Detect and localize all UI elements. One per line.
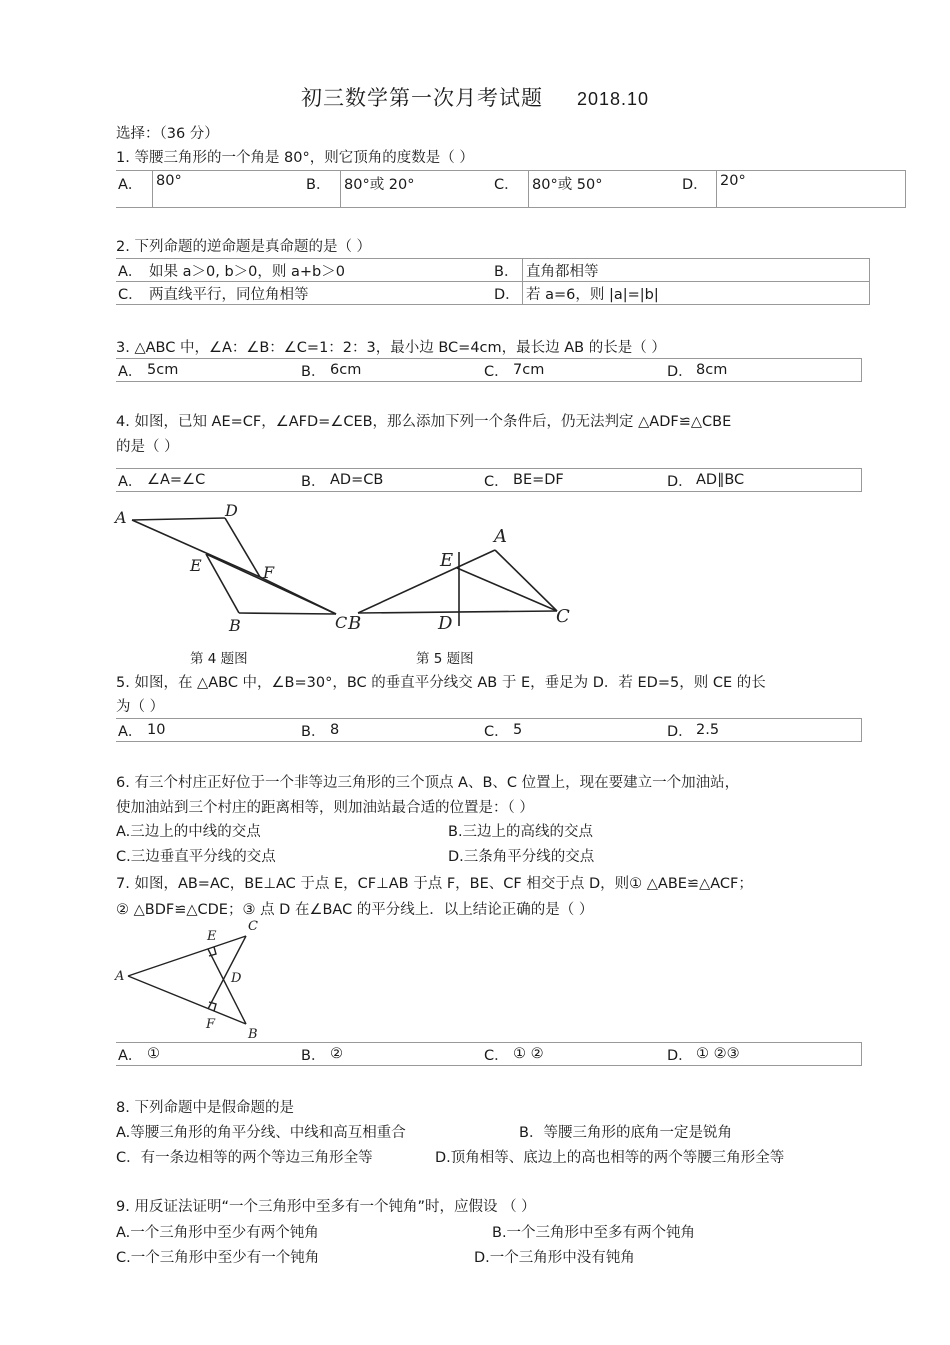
fig4-segment-df [225, 518, 260, 577]
q5-options [116, 718, 862, 742]
q1-option-c-label: C． [492, 171, 529, 208]
fig4-segment-ad [132, 518, 225, 520]
q4-option-b-label: B． [299, 469, 327, 492]
q2-option-a: 如果 a＞0, b＞0，则 a+b＞0 [146, 259, 492, 282]
q3-option-c-label: C． [482, 359, 510, 382]
fig5-caption: 第 5 题图 [416, 651, 474, 667]
q8-option-b: B．等腰三角形的底角一定是锐角 [519, 1125, 732, 1141]
q3-options [116, 358, 862, 382]
fig7-label-d: D [231, 971, 242, 986]
title-date: 2018.10 [576, 89, 650, 109]
title-text: 初三数学第一次月考试题 [300, 86, 543, 110]
figures-4-5 [110, 498, 590, 643]
q3-option-a-label: A． [116, 359, 144, 382]
fig5-segment-ba [358, 550, 495, 613]
q4-stem-line2: 的是（ ） [116, 439, 179, 455]
q7-option-c-label: C． [482, 1043, 510, 1066]
section-heading: 选择：（36 分） [116, 126, 219, 142]
q4-option-c: BE=DF [510, 469, 665, 492]
fig4-label-d: D [225, 501, 238, 520]
q8-stem: 8. 下列命题中是假命题的是 [116, 1100, 294, 1116]
q1-options [116, 170, 906, 208]
q6-option-a: A.三边上的中线的交点 [116, 824, 261, 840]
q7-stem-line2: ② △BDF≌△CDE；③ 点 D 在∠BAC 的平分线上．以上结论正确的是（ ） [116, 902, 594, 918]
q3-stem: 3. △ABC 中，∠A：∠B：∠C=1：2：3，最小边 BC=4cm，最长边 AB 的长是（ ） [116, 340, 666, 356]
q2-option-c: 两直线平行，同位角相等 [146, 282, 492, 305]
fig5-label-b: B [348, 613, 362, 634]
q1-option-d: 20° [717, 171, 906, 208]
fig7-label-e: E [207, 929, 217, 944]
fig5-segment-bc [358, 611, 557, 613]
q4-option-b: AD=CB [327, 469, 482, 492]
q6-stem-line2: 使加油站到三个村庄的距离相等，则加油站最合适的位置是：（ ） [116, 800, 534, 816]
q7-option-a: ① [144, 1043, 299, 1066]
q1-option-c: 80°或 50° [529, 171, 681, 208]
q2-stem: 2. 下列命题的逆命题是真命题的是（ ） [116, 239, 372, 255]
q5-option-c: 5 [510, 719, 665, 742]
q8-option-c: C．有一条边相等的两个等边三角形全等 [116, 1150, 373, 1166]
q1-option-a: 80° [153, 171, 305, 208]
q5-option-c-label: C． [482, 719, 510, 742]
q5-option-b: 8 [327, 719, 482, 742]
q6-option-d: D.三条角平分线的交点 [448, 849, 595, 865]
figure-7 [110, 914, 270, 1040]
q7-option-a-label: A． [116, 1043, 144, 1066]
q3-option-b: 6cm [327, 359, 482, 382]
q2-option-d-label: D． [492, 282, 523, 305]
q5-option-a-label: A． [116, 719, 144, 742]
q5-option-d: 2.5 [693, 719, 862, 742]
q2-option-c-label: C． [116, 282, 146, 305]
q1-option-b-label: B． [304, 171, 341, 208]
fig7-label-f: F [206, 1017, 216, 1032]
q7-option-d: ① ②③ [693, 1043, 862, 1066]
q3-option-a: 5cm [144, 359, 299, 382]
q9-option-d: D.一个三角形中没有钝角 [474, 1250, 635, 1266]
q1-option-a-label: A． [116, 171, 153, 208]
q2-option-a-label: A． [116, 259, 146, 282]
q3-option-d-label: D． [665, 359, 693, 382]
q7-option-b: ② [327, 1043, 482, 1066]
q5-option-a: 10 [144, 719, 299, 742]
q9-option-a: A.一个三角形中至少有两个钝角 [116, 1225, 319, 1241]
q7-option-b-label: B． [299, 1043, 327, 1066]
q8-option-a: A.等腰三角形的角平分线、中线和高互相重合 [116, 1125, 406, 1141]
fig4-label-a: A [115, 508, 127, 527]
q5-stem-line1: 5. 如图，在 △ABC 中，∠B=30°，BC 的垂直平分线交 AB 于 E，垂足为 D．若 ED=5，则 CE 的长 [116, 675, 766, 691]
q3-option-c: 7cm [510, 359, 665, 382]
q9-option-b: B.一个三角形中至多有两个钝角 [492, 1225, 696, 1241]
q6-option-c: C.三边垂直平分线的交点 [116, 849, 276, 865]
q4-option-c-label: C． [482, 469, 510, 492]
q5-stem-line2: 为（ ） [116, 699, 165, 715]
q1-option-d-label: D． [680, 171, 717, 208]
q7-option-c: ① ② [510, 1043, 665, 1066]
q3-option-b-label: B． [299, 359, 327, 382]
q5-option-d-label: D． [665, 719, 693, 742]
q4-options [116, 468, 862, 492]
q3-option-d: 8cm [693, 359, 862, 382]
fig5-segment-ac [495, 550, 557, 611]
q4-option-d-label: D． [665, 469, 693, 492]
fig7-segment-be [208, 949, 246, 1024]
fig4-segment-eb [206, 554, 239, 613]
fig7-label-c: C [248, 919, 258, 934]
q7-option-d-label: D． [665, 1043, 693, 1066]
fig4-label-b: B [229, 616, 241, 635]
fig7-label-b: B [248, 1027, 258, 1040]
q2-option-b: 直角都相等 [523, 259, 870, 282]
fig4-caption: 第 4 题图 [190, 651, 248, 667]
fig5-label-e: E [440, 550, 454, 571]
fig5-label-a: A [494, 526, 507, 547]
page-title [0, 82, 950, 112]
q8-option-d: D.顶角相等、底边上的高也相等的两个等腰三角形全等 [435, 1150, 785, 1166]
q6-stem-line1: 6. 有三个村庄正好位于一个非等边三角形的三个顶点 A、B、C 位置上，现在要建立一个加油站， [116, 775, 740, 791]
q1-option-b: 80°或 20° [341, 171, 493, 208]
fig5-label-c: C [556, 606, 570, 627]
fig5-segment-ec [457, 568, 557, 611]
q2-options [116, 258, 870, 305]
fig7-segment-ab [128, 976, 246, 1024]
q4-stem-line1: 4. 如图，已知 AE=CF，∠AFD=∠CEB，那么添加下列一个条件后，仍无法判定 △ADF≌△CBE [116, 414, 732, 430]
q4-option-a: ∠A=∠C [144, 469, 299, 492]
fig4-label-e: E [190, 556, 202, 575]
fig5-label-d: D [438, 613, 453, 634]
fig7-label-a: A [115, 969, 125, 984]
fig4-segment-bc [239, 613, 336, 614]
q7-stem-line1: 7. 如图，AB=AC，BE⊥AC 于点 E，CF⊥AB 于点 F，BE、CF 相交于点 D，则① △ABE≌△ACF； [116, 876, 753, 892]
q4-option-d: AD∥BC [693, 469, 862, 492]
q2-option-d: 若 a=6，则 |a|=|b| [523, 282, 870, 305]
q4-option-a-label: A． [116, 469, 144, 492]
q6-option-b: B.三边上的高线的交点 [448, 824, 594, 840]
q5-option-b-label: B． [299, 719, 327, 742]
fig4-label-f: F [263, 563, 275, 582]
q7-options [116, 1042, 862, 1066]
q9-stem: 9. 用反证法证明“一个三角形中至多有一个钝角”时，应假设 （ ） [116, 1199, 536, 1215]
q2-option-b-label: B． [492, 259, 523, 282]
fig4-label-c: C [335, 613, 348, 632]
q1-stem: 1. 等腰三角形的一个角是 80°，则它顶角的度数是（ ） [116, 150, 474, 166]
q9-option-c: C.一个三角形中至少有一个钝角 [116, 1250, 320, 1266]
